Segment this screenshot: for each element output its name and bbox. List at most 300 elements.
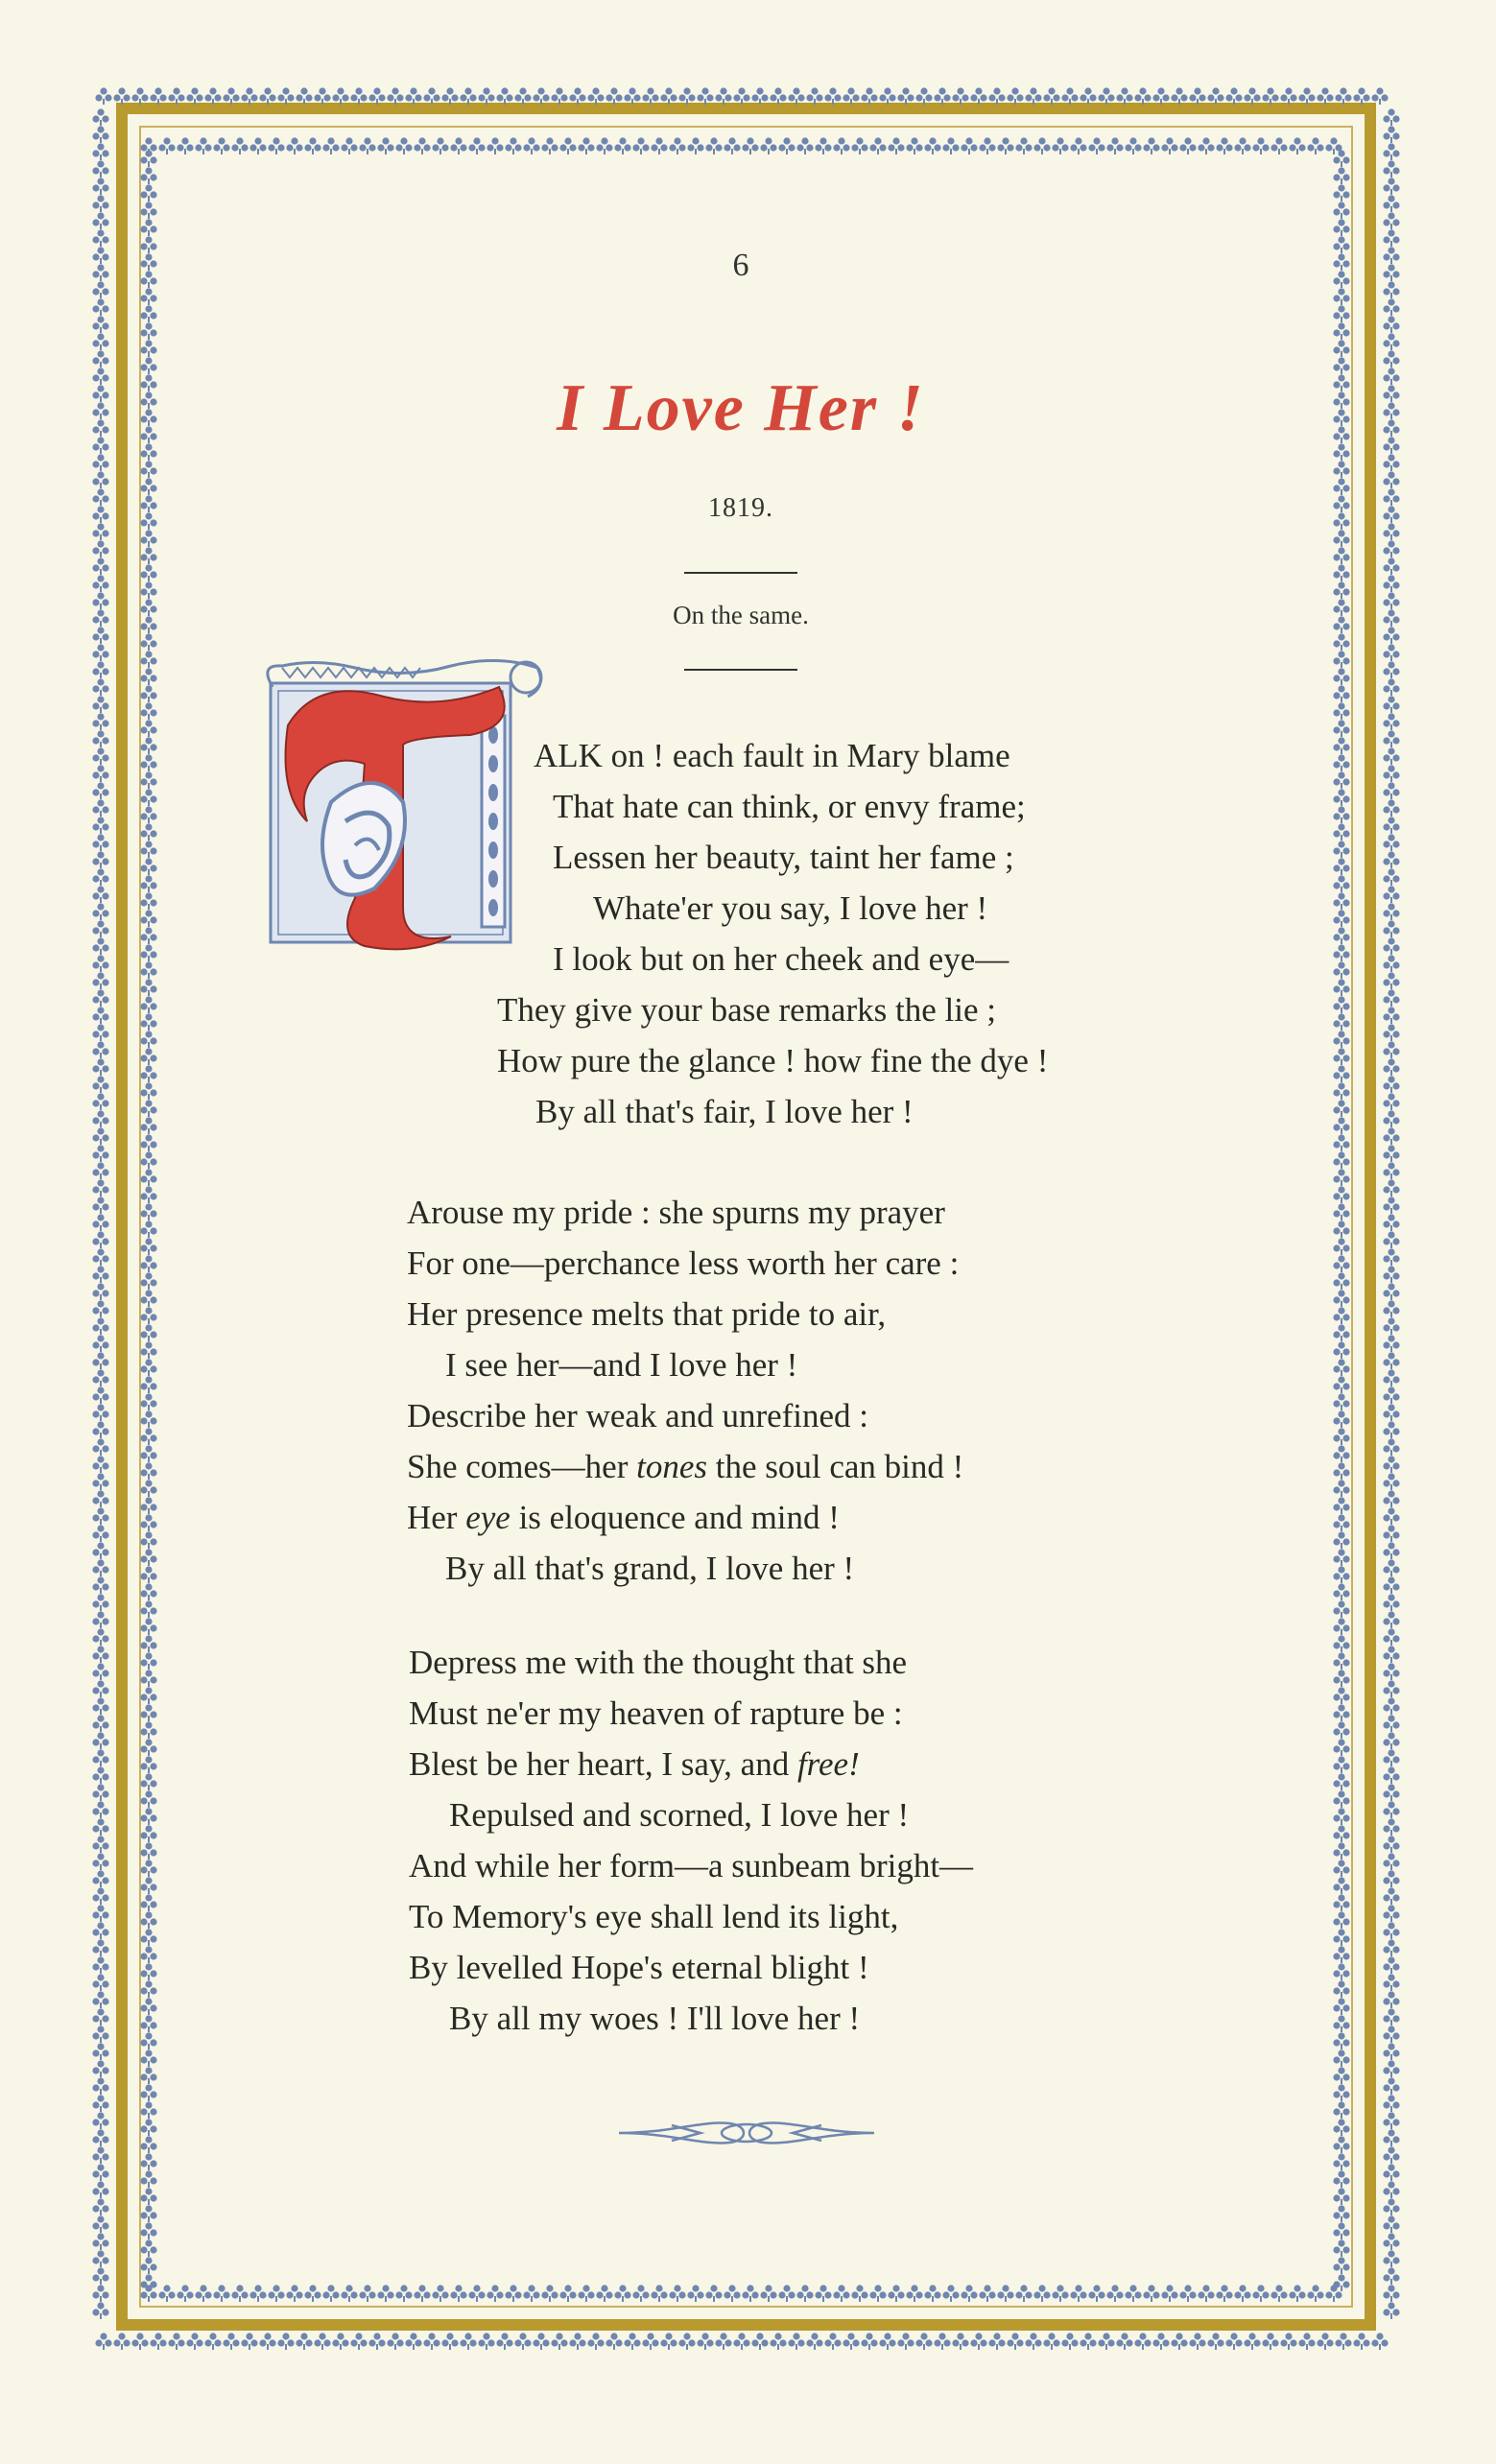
- trefoil-ornament: [1383, 1870, 1399, 1887]
- poem-line: How pure the glance ! how fine the dye !: [497, 1042, 1049, 1079]
- trefoil-ornament: [1383, 1611, 1399, 1628]
- trefoil-ornament: [92, 2026, 108, 2043]
- trefoil-ornament: [92, 765, 108, 782]
- trefoil-ornament: [92, 1715, 108, 1732]
- trefoil-ornament: [1383, 2267, 1399, 2285]
- trefoil-ornament: [751, 87, 768, 105]
- trefoil-ornament: [322, 137, 339, 154]
- trefoil-ornament: [140, 1203, 156, 1220]
- trefoil-ornament: [92, 1922, 108, 1939]
- poem-line: Lessen her beauty, taint her fame ;: [553, 839, 1014, 876]
- trefoil-ornament: [92, 1179, 108, 1196]
- trefoil-ornament: [1333, 1203, 1349, 1220]
- trefoil-ornament: [1317, 2333, 1333, 2350]
- trefoil-ornament: [92, 1749, 108, 1766]
- trefoil-ornament: [796, 137, 813, 154]
- trefoil-ornament: [92, 1887, 108, 1905]
- trefoil-ornament: [559, 2285, 576, 2302]
- trefoil-ornament: [1307, 2285, 1323, 2302]
- trefoil-ornament: [1333, 875, 1349, 892]
- page-number: 6: [732, 248, 749, 283]
- trefoil-ornament: [92, 1507, 108, 1525]
- trefoil-ornament: [997, 137, 1013, 154]
- trefoil-ornament: [1383, 350, 1399, 367]
- trefoil-ornament: [705, 137, 722, 154]
- trefoil-ornament: [92, 1024, 108, 1041]
- trefoil-ornament: [1383, 298, 1399, 316]
- trefoil-ornament: [1371, 2333, 1388, 2350]
- trefoil-ornament: [1333, 2153, 1349, 2170]
- trefoil-ornament: [697, 87, 713, 105]
- trefoil-ornament: [1333, 1290, 1349, 1307]
- trefoil-ornament: [359, 137, 375, 154]
- trefoil-ornament: [140, 340, 156, 357]
- trefoil-ornament: [1252, 2285, 1269, 2302]
- trefoil-ornament: [1262, 2333, 1278, 2350]
- trefoil-ornament: [432, 2285, 448, 2302]
- trefoil-ornament: [249, 137, 266, 154]
- trefoil-ornament: [979, 2285, 995, 2302]
- trefoil-ornament: [1383, 868, 1399, 886]
- trefoil-ornament: [140, 858, 156, 875]
- trefoil-ornament: [1333, 1946, 1349, 1963]
- trefoil-ornament: [897, 87, 914, 105]
- trefoil-ornament: [687, 2285, 703, 2302]
- trefoil-ornament: [1007, 2333, 1023, 2350]
- trefoil-ornament: [1333, 944, 1349, 961]
- trefoil-ornament: [1171, 2333, 1187, 2350]
- trefoil-ornament: [140, 1445, 156, 1462]
- trefoil-ornament: [450, 2285, 466, 2302]
- trefoil-ornament: [140, 1065, 156, 1082]
- trefoil-ornament: [1333, 564, 1349, 581]
- trefoil-ornament: [113, 2333, 130, 2350]
- trefoil-ornament: [450, 137, 466, 154]
- trefoil-ornament: [177, 2285, 193, 2302]
- trefoil-ornament: [1383, 920, 1399, 937]
- trefoil-ornament: [405, 2333, 421, 2350]
- trefoil-ornament: [140, 1687, 156, 1704]
- trefoil-ornament: [660, 2333, 677, 2350]
- trefoil-ornament: [606, 87, 622, 105]
- trefoil-ornament: [92, 557, 108, 575]
- trefoil-ornament: [241, 87, 257, 105]
- poem-line: Depress me with the thought that she: [409, 1644, 908, 1681]
- trefoil-ornament: [915, 87, 932, 105]
- trefoil-ornament: [140, 702, 156, 720]
- trefoil-ornament: [92, 333, 108, 350]
- trefoil-ornament: [1333, 1877, 1349, 1894]
- trefoil-ornament: [377, 2285, 393, 2302]
- trefoil-ornament: [92, 1214, 108, 1231]
- trefoil-ornament: [277, 87, 294, 105]
- trefoil-ornament: [92, 1386, 108, 1404]
- trefoil-ornament: [596, 137, 612, 154]
- trefoil-ornament: [541, 137, 558, 154]
- trefoil-ornament: [92, 1076, 108, 1093]
- trefoil-ornament: [1333, 1031, 1349, 1048]
- trefoil-ornament: [387, 2333, 403, 2350]
- trefoil-ornament: [140, 2222, 156, 2239]
- trefoil-ornament: [687, 137, 703, 154]
- trefoil-ornament: [92, 1836, 108, 1853]
- poem-line: They give your base remarks the lie ;: [497, 991, 996, 1029]
- trefoil-ornament: [1383, 1231, 1399, 1248]
- trefoil-ornament: [1333, 1169, 1349, 1186]
- trefoil-ornament: [1383, 1576, 1399, 1594]
- trefoil-ornament: [1333, 1739, 1349, 1756]
- trefoil-ornament: [1383, 661, 1399, 678]
- trefoil-ornament: [942, 2285, 959, 2302]
- illuminated-initial: [259, 658, 547, 965]
- trefoil-ornament: [140, 841, 156, 858]
- trefoil-ornament: [92, 1542, 108, 1559]
- trefoil-ornament: [742, 2285, 758, 2302]
- trefoil-ornament: [140, 2257, 156, 2274]
- trefoil-ornament: [1234, 2285, 1250, 2302]
- trefoil-ornament: [551, 87, 567, 105]
- trefoil-ornament: [505, 137, 521, 154]
- trefoil-ornament: [92, 644, 108, 661]
- trefoil-ornament: [778, 137, 795, 154]
- trefoil-ornament: [186, 87, 202, 105]
- trefoil-ornament: [1383, 2164, 1399, 2181]
- trefoil-ornament: [1333, 1410, 1349, 1428]
- trefoil-ornament: [92, 471, 108, 488]
- trefoil-ornament: [1333, 2239, 1349, 2257]
- trefoil-ornament: [1333, 1894, 1349, 1911]
- trefoil-ornament: [92, 178, 108, 195]
- trefoil-ornament: [796, 2285, 813, 2302]
- trefoil-ornament: [92, 1196, 108, 1214]
- trefoil-ornament: [140, 1652, 156, 1670]
- trefoil-ornament: [1333, 892, 1349, 910]
- trefoil-ornament: [140, 823, 156, 841]
- trefoil-ornament: [733, 2333, 749, 2350]
- trefoil-ornament: [92, 540, 108, 557]
- trefoil-ornament: [1333, 2049, 1349, 2067]
- poem-line: And while her form—a sunbeam bright—: [409, 1847, 974, 1884]
- trefoil-ornament: [1383, 1266, 1399, 1283]
- trefoil-ornament: [92, 1041, 108, 1058]
- trefoil-ornament: [231, 2285, 248, 2302]
- trefoil-ornament: [92, 1093, 108, 1110]
- trefoil-ornament: [1383, 316, 1399, 333]
- trefoil-ornament: [1333, 1151, 1349, 1169]
- trefoil-ornament: [140, 1756, 156, 1773]
- trefoil-ornament: [742, 137, 758, 154]
- trefoil-ornament: [934, 2333, 950, 2350]
- trefoil-ornament: [92, 713, 108, 730]
- trefoil-ornament: [140, 1462, 156, 1480]
- trefoil-ornament: [1383, 1214, 1399, 1231]
- trefoil-ornament: [1383, 1663, 1399, 1680]
- trefoil-ornament: [1383, 1628, 1399, 1646]
- trefoil-ornament: [705, 2285, 722, 2302]
- trefoil-ornament: [1333, 1048, 1349, 1065]
- trefoil-ornament: [140, 1739, 156, 1756]
- trefoil-ornament: [1033, 137, 1050, 154]
- trefoil-ornament: [1152, 2333, 1169, 2350]
- trefoil-ornament: [113, 87, 130, 105]
- trefoil-ornament: [715, 87, 731, 105]
- trefoil-ornament: [359, 2285, 375, 2302]
- trefoil-ornament: [140, 789, 156, 806]
- trefoil-ornament: [1383, 1058, 1399, 1076]
- trefoil-ornament: [1383, 126, 1399, 143]
- trefoil-ornament: [1270, 2285, 1287, 2302]
- trefoil-ornament: [395, 137, 412, 154]
- trefoil-ornament: [1098, 87, 1114, 105]
- trefoil-ornament: [350, 87, 367, 105]
- trefoil-ornament: [1333, 1825, 1349, 1842]
- trefoil-ornament: [806, 87, 822, 105]
- trefoil-ornament: [1383, 333, 1399, 350]
- trefoil-ornament: [140, 996, 156, 1013]
- trefoil-ornament: [1383, 281, 1399, 298]
- trefoil-ornament: [92, 1266, 108, 1283]
- trefoil-ornament: [669, 2285, 685, 2302]
- trefoil-ornament: [533, 2333, 549, 2350]
- trefoil-ornament: [1043, 2333, 1059, 2350]
- trefoil-ornament: [1333, 685, 1349, 702]
- poem-line: Arouse my pride : she spurns my prayer: [407, 1194, 945, 1231]
- trefoil-ornament: [1383, 1248, 1399, 1266]
- trefoil-ornament: [906, 2285, 922, 2302]
- trefoil-ornament: [1333, 1514, 1349, 1531]
- trefoil-ornament: [140, 1290, 156, 1307]
- trefoil-ornament: [1383, 678, 1399, 696]
- trefoil-ornament: [1189, 2333, 1205, 2350]
- trefoil-ornament: [1383, 1490, 1399, 1507]
- trefoil-ornament: [1179, 137, 1196, 154]
- trefoil-ornament: [92, 2043, 108, 2060]
- trefoil-ornament: [1383, 1404, 1399, 1421]
- trefoil-ornament: [487, 137, 503, 154]
- trefoil-ornament: [1179, 2285, 1196, 2302]
- trefoil-ornament: [140, 1911, 156, 1929]
- trefoil-ornament: [92, 523, 108, 540]
- trefoil-ornament: [1383, 471, 1399, 488]
- trefoil-ornament: [496, 2333, 512, 2350]
- trefoil-ornament: [952, 2333, 968, 2350]
- trefoil-ornament: [1333, 1670, 1349, 1687]
- trefoil-ornament: [1383, 1887, 1399, 1905]
- trefoil-ornament: [997, 2285, 1013, 2302]
- trefoil-ornament: [1189, 87, 1205, 105]
- trefoil-ornament: [1333, 1393, 1349, 1410]
- trefoil-ornament: [92, 937, 108, 955]
- trefoil-ornament: [140, 1825, 156, 1842]
- trefoil-ornament: [1383, 1421, 1399, 1438]
- trefoil-ornament: [778, 2285, 795, 2302]
- trefoil-ornament: [140, 1410, 156, 1428]
- trefoil-ornament: [213, 2285, 229, 2302]
- trefoil-ornament: [1383, 1853, 1399, 1870]
- trefoil-ornament: [1383, 886, 1399, 903]
- trefoil-ornament: [861, 2333, 877, 2350]
- trefoil-ornament: [1383, 1076, 1399, 1093]
- trefoil-ornament: [423, 2333, 439, 2350]
- trefoil-ornament: [441, 2333, 458, 2350]
- trefoil-ornament: [1207, 87, 1223, 105]
- trefoil-ornament: [350, 2333, 367, 2350]
- trefoil-ornament: [1116, 2333, 1132, 2350]
- trefoil-ornament: [423, 87, 439, 105]
- trefoil-ornament: [92, 281, 108, 298]
- trefoil-ornament: [1333, 461, 1349, 478]
- trefoil-ornament: [140, 1238, 156, 1255]
- trefoil-ornament: [92, 661, 108, 678]
- trefoil-ornament: [296, 87, 312, 105]
- trefoil-ornament: [1383, 1559, 1399, 1576]
- trefoil-ornament: [770, 2333, 786, 2350]
- trefoil-ornament: [1383, 2026, 1399, 2043]
- trefoil-ornament: [1280, 2333, 1296, 2350]
- trefoil-ornament: [1383, 1680, 1399, 1697]
- trefoil-ornament: [1383, 212, 1399, 229]
- trefoil-ornament: [259, 2333, 275, 2350]
- trefoil-ornament: [1333, 547, 1349, 564]
- trefoil-ornament: [1325, 2285, 1342, 2302]
- trefoil-ornament: [851, 2285, 867, 2302]
- trefoil-ornament: [1198, 137, 1214, 154]
- trefoil-ornament: [952, 87, 968, 105]
- trefoil-ornament: [1383, 1646, 1399, 1663]
- trefoil-ornament: [140, 1514, 156, 1531]
- trefoil-ornament: [92, 1404, 108, 1421]
- trefoil-ornament: [1383, 1196, 1399, 1214]
- trefoil-ornament: [140, 1100, 156, 1117]
- trefoil-ornament: [1383, 937, 1399, 955]
- trefoil-ornament: [1335, 87, 1351, 105]
- trefoil-ornament: [1383, 851, 1399, 868]
- trefoil-ornament: [1333, 1134, 1349, 1151]
- trefoil-ornament: [770, 87, 786, 105]
- trefoil-ornament: [1383, 713, 1399, 730]
- trefoil-ornament: [177, 137, 193, 154]
- trefoil-ornament: [1333, 1652, 1349, 1670]
- trefoil-ornament: [1383, 454, 1399, 471]
- trefoil-ornament: [1333, 167, 1349, 184]
- trefoil-ornament: [140, 1894, 156, 1911]
- trefoil-ornament: [1333, 581, 1349, 599]
- trefoil-ornament: [1333, 1065, 1349, 1082]
- trefoil-ornament: [341, 2285, 357, 2302]
- trefoil-ornament: [140, 1549, 156, 1566]
- trefoil-ornament: [259, 87, 275, 105]
- trefoil-ornament: [1383, 1766, 1399, 1784]
- trefoil-ornament: [806, 2333, 822, 2350]
- trefoil-ornament: [92, 782, 108, 799]
- trefoil-ornament: [92, 1628, 108, 1646]
- trefoil-ornament: [92, 229, 108, 247]
- trefoil-ornament: [1333, 219, 1349, 236]
- trefoil-ornament: [92, 1352, 108, 1369]
- trefoil-ornament: [92, 1991, 108, 2008]
- trefoil-ornament: [140, 1480, 156, 1497]
- trefoil-ornament: [249, 2285, 266, 2302]
- trefoil-ornament: [140, 1531, 156, 1549]
- trefoil-ornament: [1333, 1756, 1349, 1773]
- trefoil-ornament: [92, 1732, 108, 1749]
- trefoil-ornament: [1383, 1542, 1399, 1559]
- trefoil-ornament: [140, 1998, 156, 2015]
- trefoil-ornament: [92, 1162, 108, 1179]
- trefoil-ornament: [715, 2333, 731, 2350]
- trefoil-ornament: [788, 87, 804, 105]
- trefoil-ornament: [92, 1697, 108, 1715]
- trefoil-ornament: [760, 2285, 776, 2302]
- trefoil-ornament: [1383, 955, 1399, 972]
- trefoil-ornament: [961, 2285, 977, 2302]
- trefoil-ornament: [1270, 137, 1287, 154]
- trefoil-ornament: [314, 2333, 330, 2350]
- trefoil-ornament: [1383, 1041, 1399, 1058]
- trefoil-ornament: [92, 1110, 108, 1127]
- trefoil-ornament: [395, 2285, 412, 2302]
- trefoil-ornament: [1333, 1549, 1349, 1566]
- trefoil-ornament: [92, 834, 108, 851]
- trefoil-ornament: [92, 1646, 108, 1663]
- poem-line: Whate'er you say, I love her !: [593, 889, 988, 927]
- trefoil-ornament: [1383, 2129, 1399, 2146]
- trefoil-ornament: [140, 1031, 156, 1048]
- trefoil-ornament: [751, 2333, 768, 2350]
- trefoil-ornament: [1333, 1600, 1349, 1618]
- trefoil-ornament: [268, 2285, 284, 2302]
- trefoil-ornament: [861, 87, 877, 105]
- trefoil-ornament: [888, 137, 904, 154]
- trefoil-ornament: [1333, 1566, 1349, 1583]
- trefoil-ornament: [231, 137, 248, 154]
- trefoil-ornament: [140, 1048, 156, 1065]
- trefoil-ornament: [92, 195, 108, 212]
- trefoil-ornament: [92, 1956, 108, 1974]
- trefoil-ornament: [140, 1670, 156, 1687]
- trefoil-ornament: [92, 1939, 108, 1956]
- trefoil-ornament: [92, 2215, 108, 2233]
- trefoil-ornament: [1333, 1307, 1349, 1324]
- trefoil-ornament: [1333, 1704, 1349, 1721]
- trefoil-ornament: [1383, 160, 1399, 178]
- poem-title: I Love Her !: [557, 371, 925, 445]
- trefoil-ornament: [1383, 696, 1399, 713]
- trefoil-ornament: [1383, 108, 1399, 126]
- trefoil-ornament: [1333, 1808, 1349, 1825]
- trefoil-ornament: [92, 747, 108, 765]
- trefoil-ornament: [569, 87, 585, 105]
- trefoil-ornament: [1333, 2101, 1349, 2119]
- trefoil-ornament: [95, 87, 111, 105]
- trefoil-ornament: [1383, 799, 1399, 817]
- trefoil-ornament: [92, 2008, 108, 2026]
- trefoil-ornament: [92, 160, 108, 178]
- trefoil-ornament: [1333, 2032, 1349, 2049]
- trefoil-ornament: [1333, 754, 1349, 771]
- trefoil-ornament: [1383, 1525, 1399, 1542]
- trefoil-ornament: [1333, 1255, 1349, 1272]
- trefoil-ornament: [1383, 229, 1399, 247]
- trefoil-ornament: [1015, 137, 1032, 154]
- trefoil-ornament: [1383, 1093, 1399, 1110]
- trefoil-ornament: [678, 87, 695, 105]
- trefoil-ornament: [1333, 2015, 1349, 2032]
- trefoil-ornament: [140, 1600, 156, 1618]
- trefoil-ornament: [140, 2084, 156, 2101]
- trefoil-ornament: [1333, 1480, 1349, 1497]
- trefoil-ornament: [1333, 996, 1349, 1013]
